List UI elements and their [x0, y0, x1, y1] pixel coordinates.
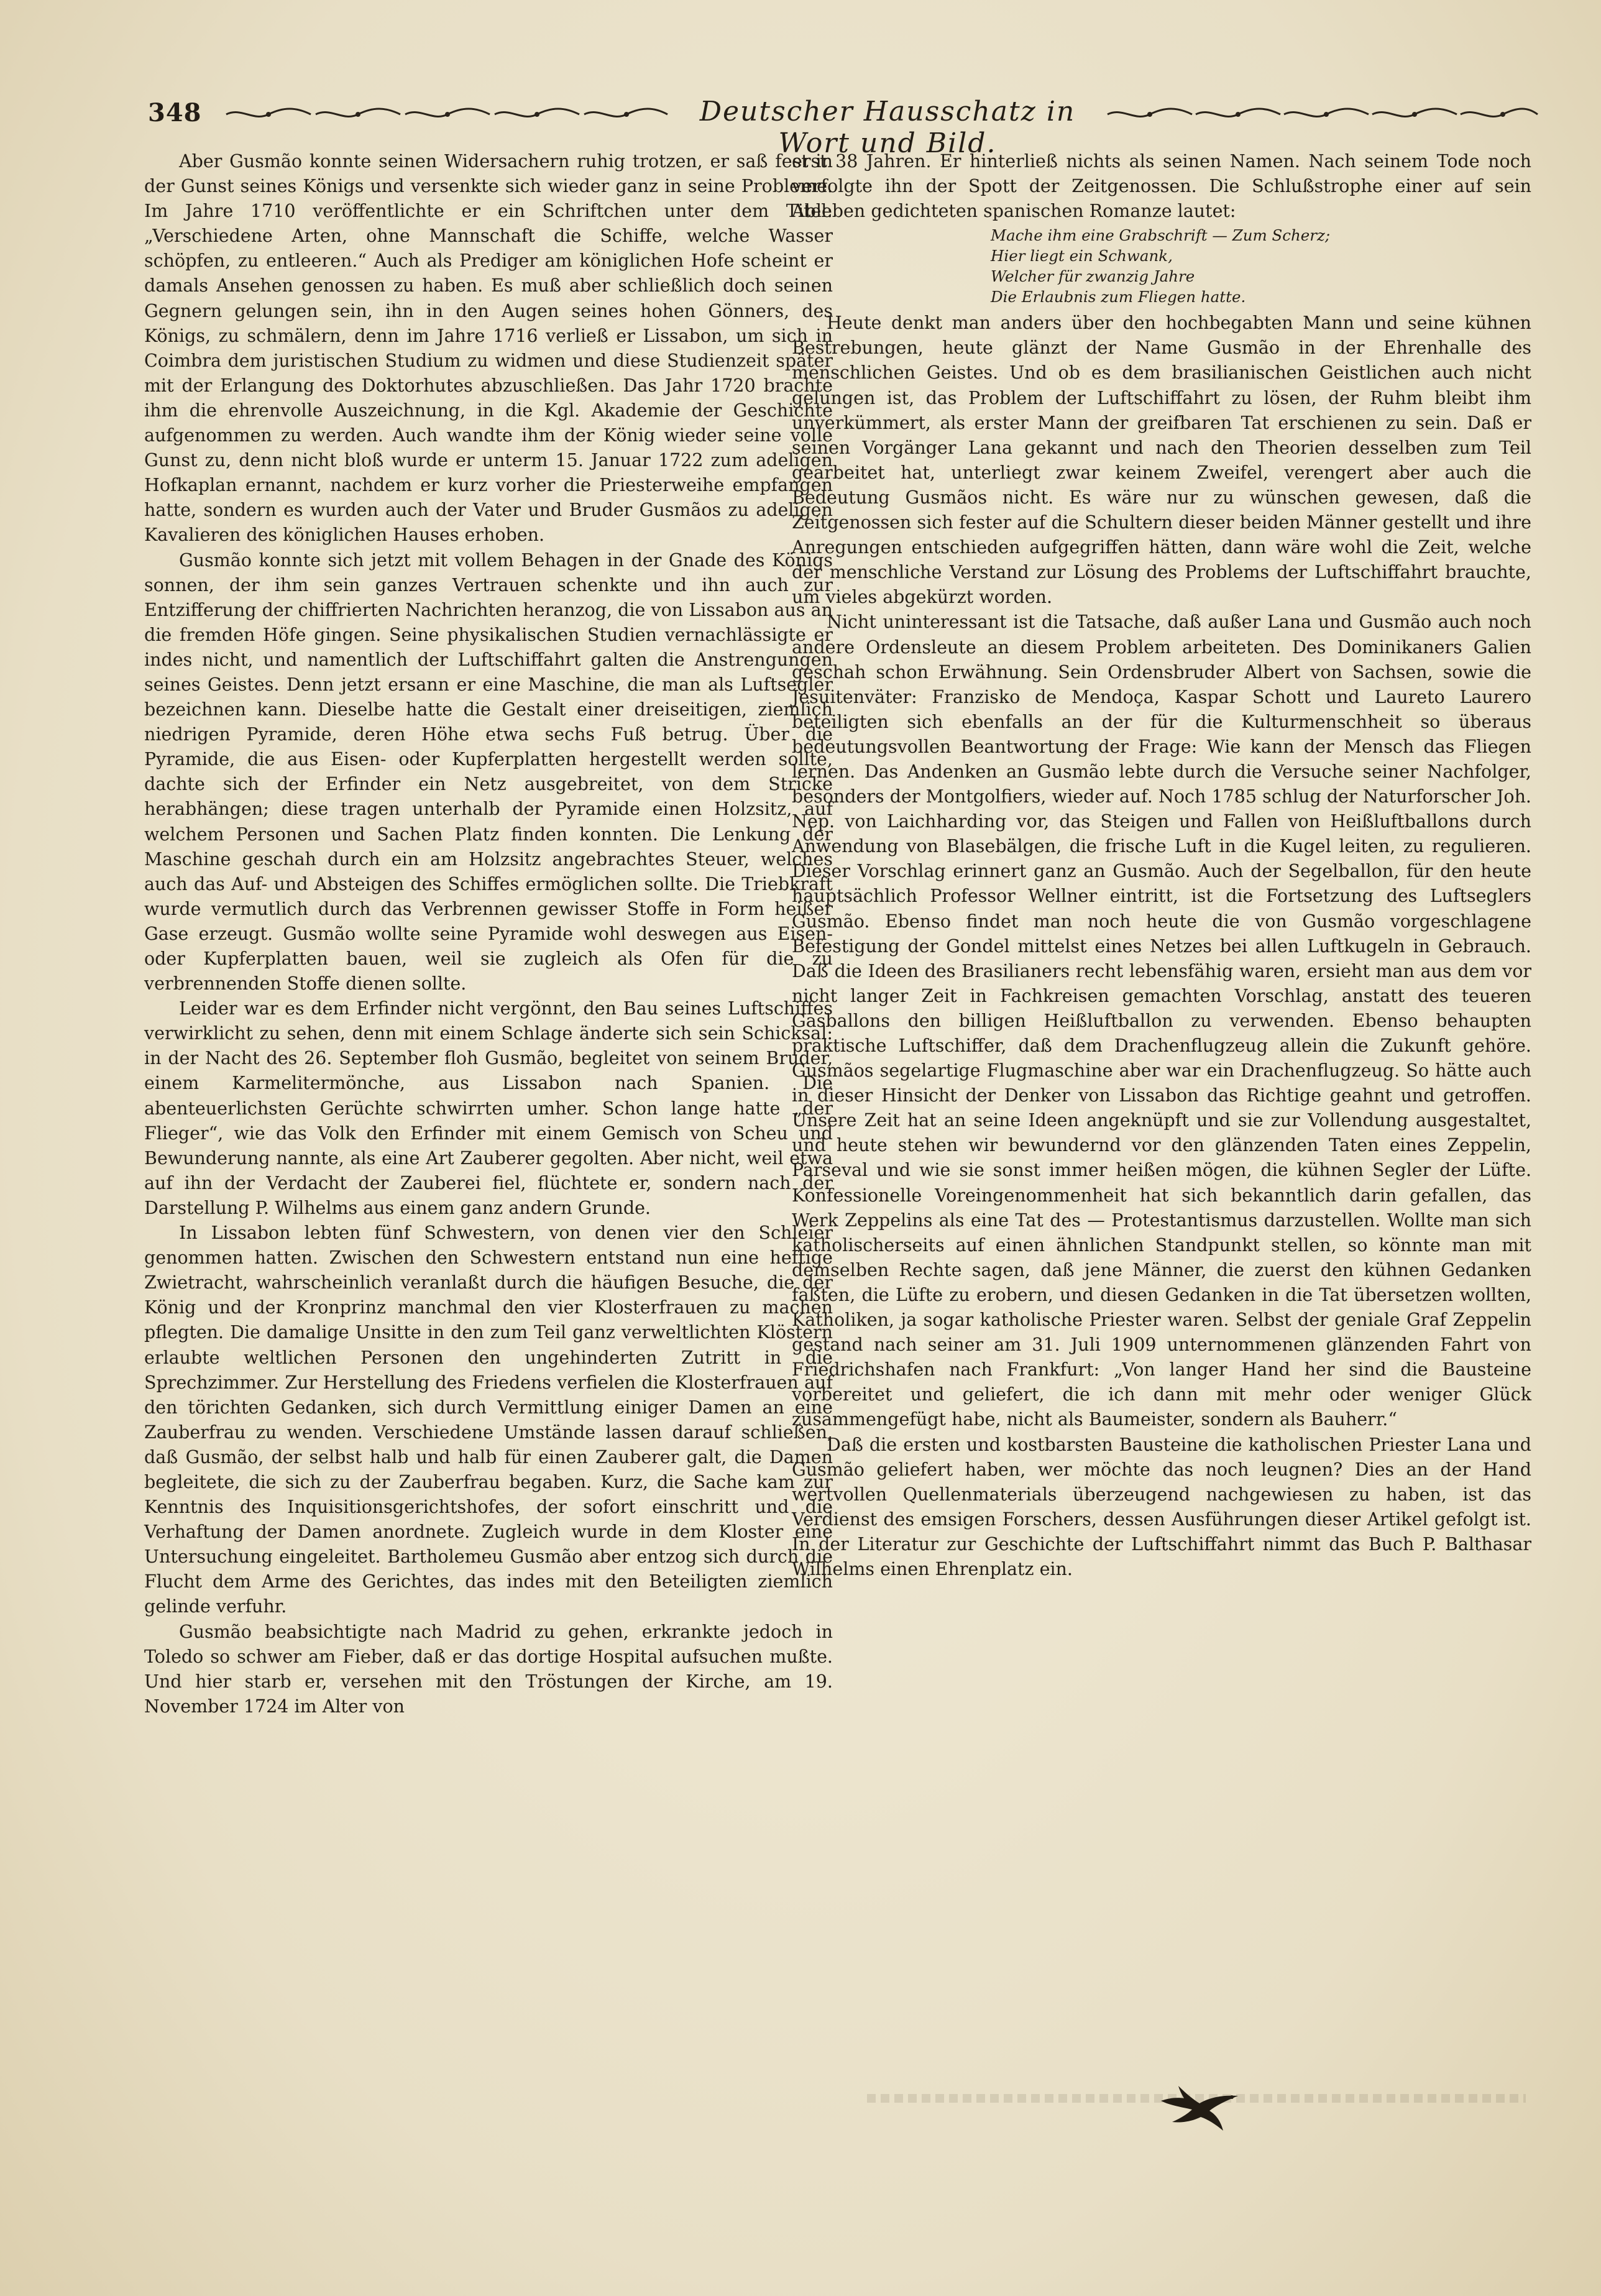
verse-line: Welcher für zwanzig Jahre [991, 267, 1195, 286]
article-paragraph: Leider war es dem Erfinder nicht vergönnt, den Bau seines Luftschiffes verwirklicht zu sehen, denn mit einem Schlage änderte sich sein Schicksal: in der Nacht des 26. September floh Gusmão, begleitet von seinem Bruder, einem Karmelitermönche, aus Lissabon nach Spanien. Die abenteuerlichsten Gerüchte schwirrten umher. Schon lange hatte „der Flieger“, wie das Volk den Erfinder mit einem Gemisch von Scheu und Bewunderung nannte, als eine Art Zauberer gegolten. Aber nicht, weil etwa auf ihn der Verdacht der Zauberei fiel, flüchtete er, sondern nach der Darstellung P. Wilhelms aus einem ganz andern Grunde. [144, 998, 833, 1218]
article-paragraph: Nicht uninteressant ist die Tatsache, daß außer Lana und Gusmão auch noch andere Ordensleute an diesem Problem arbeiteten. Des Dominikaners Galien geschah schon Erwähnung. Sein Ordensbruder Albert von Sachsen, sowie die Jesuitenväter: Franzisko de Mendoça, Kaspar Schott und Laureto Laurero beteiligten sich ebenfalls an der für die Kulturmenschheit so überaus bedeutungsvollen Beantwortung der Frage: Wie kann der Mensch das Fliegen lernen. Das Andenken an Gusmão lebte durch die Versuche seiner Nachfolger, besonders der Montgolfiers, wieder auf. Noch 1785 schlug der Naturforscher Joh. Nep. von Laichharding vor, das Steigen und Fallen von Heißluftballons durch Anwendung von Blasebälgen, die frische Luft in die Kugel leiten, zu regulieren. Dieser Vorschlag erinnert ganz an Gusmão. Auch der Segelballon, für den heute hauptsächlich Professor Wellner eintritt, ist die Fortsetzung des Luftseglers Gusmão. Ebenso findet man noch heute die von Gusmão vorgeschlagene Befestigung der Gondel mittelst eines Netzes bei allen Luftkugeln in Gebrauch. Daß die Ideen des Brasilianers recht lebensfähig waren, ersieht man aus dem vor nicht langer Zeit in Fachkreisen gemachten Vorschlag, anstatt des teueren Gasballons den billigen Heißluftballon zu verwenden. Ebenso behaupten praktische Luftschiffer, daß dem Drachenflugzeug allein die Zukunft gehöre. Gusmãos segelartige Flugmaschine aber war ein Drachenflugzeug. So hätte auch in dieser Hinsicht der Denker von Lissabon das Richtige geahnt und getroffen. Unsere Zeit hat an seine Ideen angeknüpft und sie zur Vollendung ausgestaltet, und heute stehen wir bewundernd vor den glänzenden Taten eines Zeppelin, Parseval und wie sie sonst immer heißen mögen, die kühnen Segler der Lüfte. Konfessionelle Voreingenommenheit hat sich bekanntlich darin gefallen, das Werk Zeppelins als eine Tat des — Protestantismus darzustellen. Wollte man sich katholischerseits auf einen ähnlichen Standpunkt stellen, so könnte man mit demselben Rechte sagen, daß jene Männer, die zuerst den kühnen Gedanken faßten, die Lüfte zu erobern, und diesen Gedanken in die Tat übersetzen wollten, Katholiken, ja sogar katholische Priester waren. Selbst der geniale Graf Zeppelin gestand nach seiner am 31. Juli 1909 unternommenen glänzenden Fahrt von Friedrichshafen nach Frankfurt: „Von langer Hand her sind die Bausteine vorbereitet und geliefert, die ich dann mit mehr oder weniger Glück zusammengefügt habe, nicht als Baumeister, sondern als Bauherr.“ [792, 612, 1531, 1430]
article-paragraph: Gusmão beabsichtigte nach Madrid zu gehen, erkrankte jedoch in Toledo so schwer am Fieber, daß er das dortige Hospital aufsuchen mußte. Und hier starb er, versehen mit den Tröstungen der Kirche, am 19. November 1724 im Alter von [144, 1621, 833, 1717]
article-paragraph: Gusmão konnte sich jetzt mit vollem Behagen in der Gnade des Königs sonnen, der ihm sein ganzes Vertrauen schenkte und ihn auch zur Entzifferung der chiffrierten Nachrichten heranzog, die von Lissabon aus an die fremden Höfe gingen. Seine physikalischen Studien vernachlässigte er indes nicht, und namentlich der Luftschiffahrt galten die Anstrengungen seines Geistes. Denn jetzt ersann er eine Maschine, die man als Luftsegler bezeichnen kann. Dieselbe hatte die Gestalt einer dreiseitigen, ziemlich niedrigen Pyramide, deren Höhe etwa sechs Fuß betrug. Über die Pyramide, die aus Eisen- oder Kupferplatten hergestellt werden sollte, dachte sich der Erfinder ein Netz ausgebreitet, von dem Stricke herabhängen; diese tragen unterhalb der Pyramide einen Holzsitz, auf welchem Personen und Sachen Platz finden konnten. Die Lenkung der Maschine geschah durch ein am Holzsitz angebrachtes Steuer, welches auch das Auf- und Absteigen des Schiffes ermöglichen sollte. Die Triebkraft wurde vermutlich durch das Verbrennen gewisser Stoffe in Form heißer Gase erzeugt. Gusmão wollte seine Pyramide wohl deswegen aus Eisen- oder Kupferplatten bauen, weil sie zugleich als Ofen für die zu verbrennenden Stoffe dienen sollte. [144, 549, 833, 994]
left-column [144, 149, 833, 1719]
article-paragraph-continued: erst 38 Jahren. Er hinterließ nichts als seinen Namen. Nach seinem Tode noch verfolgte ihn der Spott der Zeitgenossen. Die Schlußstrophe einer auf sein Ableben gedichteten spanischen Romanze lautet: [792, 151, 1531, 222]
article-paragraph: Daß die ersten und kostbarsten Bausteine die katholischen Priester Lana und Gusmão geliefert haben, wer möchte das noch leugnen? Dies an der Hand wertvollen Quellenmaterials überzeugend nachgewiesen zu haben, ist das Verdienst des emsigen Forschers, dessen Ausführungen dieser Artikel gefolgt ist. In der Literatur zur Geschichte der Luftschiffahrt nimmt das Buch P. Balthasar Wilhelms einen Ehrenplatz ein. [792, 1434, 1531, 1579]
verse-line: Hier liegt ein Schwank, [991, 247, 1173, 265]
swallow-icon [1156, 2082, 1243, 2136]
scroll-ornament-icon [222, 106, 670, 123]
scroll-ornament-icon [1105, 106, 1540, 123]
article-paragraph: Heute denkt man anders über den hochbegabten Mann und seine kühnen Bestrebungen, heute glänzt der Name Gusmão in der Ehrenhalle des menschlichen Geistes. Und ob es dem brasilianischen Geistlichen auch nicht gelungen ist, das Problem der Luftschiffahrt zu lösen, der Ruhm bleibt ihm unverkümmert, als erster Mann der greifbaren Tat erschienen zu sein. Daß er seinen Vorgänger Lana gekannt und nach den Theorien desselben zum Teil gearbeitet hat, unterliegt zwar keinem Zweifel, verengert aber auch die Bedeutung Gusmãos nicht. Es wäre nur zu wünschen gewesen, daß die Zeitgenossen sich fester auf die Schultern dieser beiden Männer gestellt und ihre Anregungen entschieden aufgegriffen hätten, dann wäre wohl die Zeit, welche der menschliche Verstand zur Lösung des Problems der Luftschiffahrt brauchte, um vieles abgekürzt worden. [792, 313, 1531, 608]
verse-line: Die Erlaubnis zum Fliegen hatte. [991, 288, 1246, 306]
romance-verse [792, 225, 1531, 307]
article-paragraph: Aber Gusmão konnte seinen Widersachern ruhig trotzen, er saß fest in der Gunst seines Königs und versenkte sich wieder ganz in seine Probleme. Im Jahre 1710 veröffentlichte er ein Schriftchen unter dem Titel: „Verschiedene Arten, ohne Mannschaft die Schiffe, welche Wasser schöpfen, zu entleeren.“ Auch als Prediger am königlichen Hofe scheint er damals Ansehen genossen zu haben. Es muß aber schließlich doch seinen Gegnern gelungen sein, ihn in den Augen seines hohen Gönners, des Königs, zu schmälern, denn im Jahre 1716 verließ er Lissabon, um sich in Coimbra dem juristischen Studium zu widmen und diese Studienzeit später mit der Erlangung des Doktorhutes abzuschließen. Das Jahr 1720 brachte ihm die ehrenvolle Auszeichnung, in die Kgl. Akademie der Geschichte aufgenommen zu werden. Auch wandte ihm der König wieder seine volle Gunst zu, denn nicht bloß wurde er unterm 15. Januar 1722 zum adeligen Hofkaplan ernannt, nachdem er kurz vorher die Priesterweihe empfangen hatte, sondern es wurden auch der Vater und Bruder Gusmãos zu adeligen Kavalieren des königlichen Hauses erhoben. [144, 151, 833, 546]
page-number: 348 [148, 98, 202, 127]
running-title: Deutscher Hausschatz in Wort und Bild. [699, 96, 1076, 159]
article-paragraph: In Lissabon lebten fünf Schwestern, von denen vier den Schleier genommen hatten. Zwischen den Schwestern entstand nun eine heftige Zwietracht, wahrscheinlich veranlaßt durch die häufigen Besuche, die der König und der Kronprinz manchmal den vier Klosterfrauen zu machen pflegten. Die damalige Unsitte in den zum Teil ganz verweltlichten Klöstern erlaubte weltlichen Personen den ungehinderten Zutritt in die Sprechzimmer. Zur Herstellung des Friedens verfielen die Klosterfrauen auf den törichten Gedanken, sich durch Vermittlung einiger Damen an eine Zauberfrau zu wenden. Verschiedene Umstände lassen darauf schließen, daß Gusmão, der selbst halb und halb für einen Zauberer galt, die Damen begleitete, die sich zu der Zauberfrau begaben. Kurz, die Sache kam zur Kenntnis des Inquisitionsgerichtshofes, der sofort einschritt und die Verhaftung der Damen anordnete. Zugleich wurde in dem Kloster eine Untersuchung eingeleitet. Bartholemeu Gusmão aber entzog sich durch die Flucht dem Arme des Gerichtes, das indes mit den Beteiligten ziemlich gelinde verfuhr. [144, 1223, 833, 1617]
verse-line: Mache ihm eine Grabschrift — Zum Scherz; [991, 226, 1331, 245]
page-header [148, 93, 1540, 159]
right-column [792, 149, 1531, 1582]
